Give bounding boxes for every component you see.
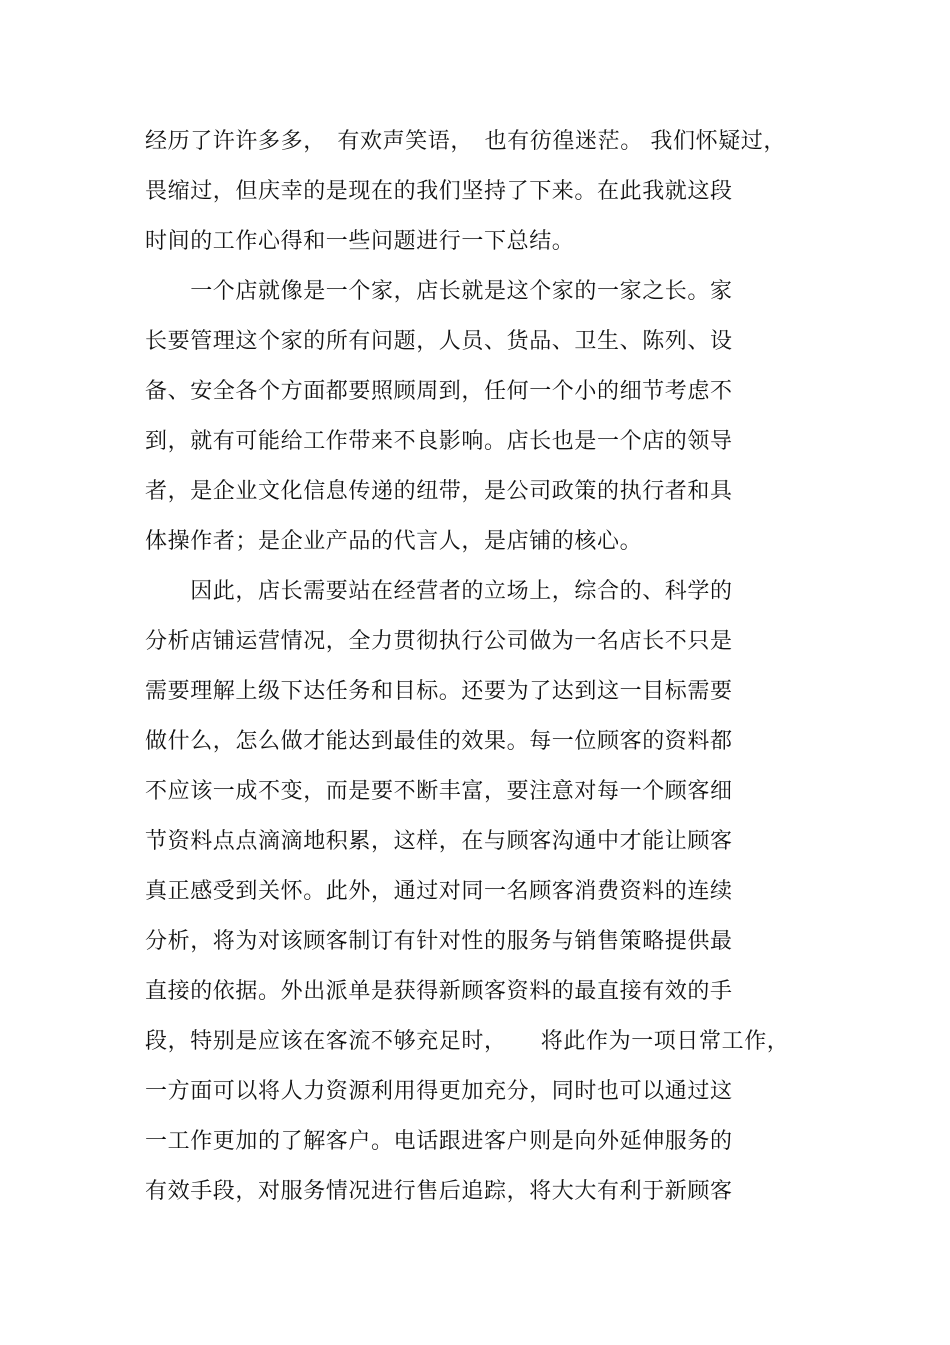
text-line: 经历了许许多多， 有欢声笑语， 也有彷徨迷茫。 我们怀疑过， [145,129,786,154]
text-line: 直接的依据。外出派单是获得新顾客资料的最直接有效的手 [145,979,733,1004]
text-line: 长要管理这个家的所有问题，人员、货品、卫生、陈列、设 [145,329,733,354]
text-line: 需要理解上级下达任务和目标。还要为了达到这一目标需要 [145,679,733,704]
text-line: 畏缩过，但庆幸的是现在的我们坚持了下来。在此我就这段 [145,179,733,204]
text-line: 分析店铺运营情况，全力贯彻执行公司做为一名店长不只是 [145,629,733,654]
paragraph-first-line: 因此，店长需要站在经营者的立场上，综合的、科学的 [145,579,733,604]
text-line: 做什么，怎么做才能达到最佳的效果。每一位顾客的资料都 [145,729,733,754]
text-line: 分析，将为对该顾客制订有针对性的服务与销售策略提供最 [145,929,733,954]
text-line: 时间的工作心得和一些问题进行一下总结。 [145,229,575,254]
text-line: 段，特别是应该在客流不够充足时， 将此作为一项日常工作， [145,1029,790,1054]
text-line: 到，就有可能给工作带来不良影响。店长也是一个店的领导 [145,429,733,454]
text-line: 不应该一成不变，而是要不断丰富，要注意对每一个顾客细 [145,779,733,804]
text-line: 一工作更加的了解客户。电话跟进客户则是向外延伸服务的 [145,1129,733,1154]
text-line: 备、安全各个方面都要照顾周到，任何一个小的细节考虑不 [145,379,733,404]
text-line: 真正感受到关怀。此外，通过对同一名顾客消费资料的连续 [145,879,733,904]
text-line: 者，是企业文化信息传递的纽带，是公司政策的执行者和具 [145,479,733,504]
paragraph-first-line: 一个店就像是一个家，店长就是这个家的一家之长。家 [145,279,733,304]
text-line: 一方面可以将人力资源利用得更加充分，同时也可以通过这 [145,1079,733,1104]
text-line: 体操作者；是企业产品的代言人，是店铺的核心。 [145,529,643,554]
text-line: 节资料点点滴滴地积累，这样，在与顾客沟通中才能让顾客 [145,829,733,854]
text-line: 有效手段，对服务情况进行售后追踪，将大大有利于新顾客 [145,1179,733,1204]
